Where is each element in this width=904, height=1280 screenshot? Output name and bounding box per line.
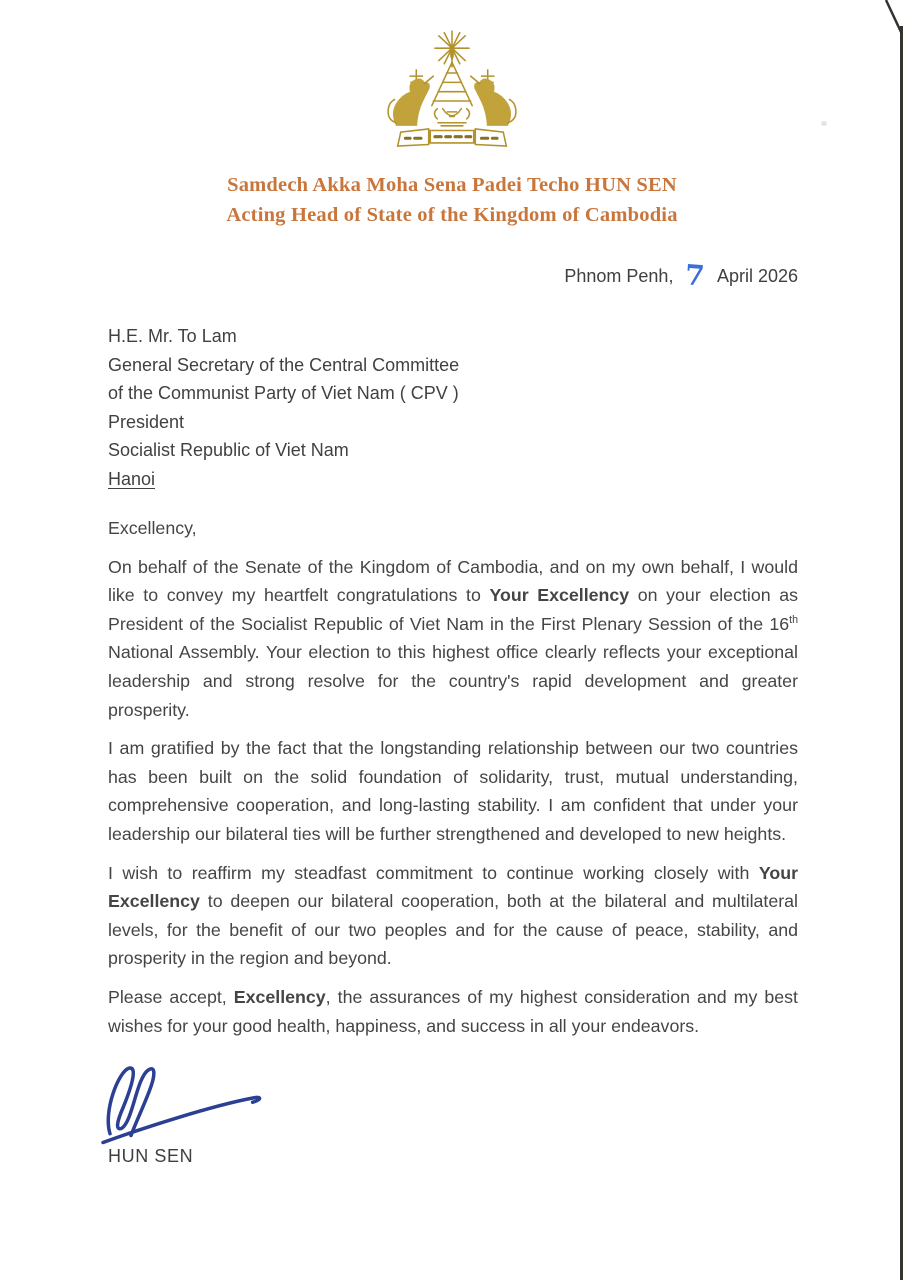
body-text-segment: National Assembly. Your election to this highest office clearly reflects your exceptional leadership and strong resolve for the country's rapid development and greater prosperity. (108, 642, 798, 720)
ordinal-superscript: th (789, 613, 798, 626)
recipient-name: H.E. Mr. To Lam (108, 326, 237, 346)
dateline-month-year: April 2026 (716, 266, 798, 286)
signer-name: HUN SEN (108, 1146, 194, 1166)
dateline (108, 258, 798, 293)
paragraph-2 (108, 734, 798, 848)
recipient-title-line: of the Communist Party of Viet Nam ( CPV ) (108, 383, 459, 403)
crown-icon (432, 51, 472, 106)
paragraph-1 (108, 553, 798, 725)
body-text-segment-bold: Your Excellency (489, 585, 630, 606)
motto-ribbon-icon (398, 129, 507, 146)
handwritten-day: 7 (684, 258, 707, 293)
letterhead (0, 170, 904, 230)
sender-title-line1: Samdech Akka Moha Sena Padei Techo HUN SEN (227, 174, 677, 196)
body-text-segment: on your election as President of the Socialist Republic of Viet Nam in the First Plenary Session of the 16 (108, 585, 799, 634)
body-text-segment-bold: Excellency (233, 986, 326, 1007)
dateline-place: Phnom Penh, (564, 266, 674, 286)
body-text-segment-bold: Your Excellency (108, 862, 798, 912)
paragraph-3 (108, 859, 798, 973)
paragraph-4 (108, 983, 798, 1040)
royal-arms-emblem (382, 28, 522, 160)
scan-corner-edge (858, 0, 904, 36)
recipient-title-line: President (108, 411, 185, 432)
handwritten-signature (96, 1060, 271, 1148)
body-text-segment: to deepen our bilateral cooperation, both at the bilateral and multilateral levels, for the benefit of our two peoples and for the cause of peace, stability, and prosperity in the region and beyond. (108, 891, 798, 969)
body-text-segment: I am gratified by the fact that the longstanding relationship between our two countries has been built on the solid foundation of solidarity, trust, mutual understanding, comprehensive cooperation, and long-lasting stability. I am confident that under your leadership our bilateral ties will be further strengthened and developed to new heights. (108, 738, 798, 844)
sender-title-line2: Acting Head of State of the Kingdom of Cambodia (226, 204, 678, 226)
royal-regalia-icon (435, 109, 470, 126)
recipient-title-line: General Secretary of the Central Committee (108, 354, 460, 375)
salutation: Excellency, (108, 518, 197, 538)
body-text-segment: On behalf of the Senate of the Kingdom of Cambodia, and on my own behalf, I would like to convey my heartfelt congratulations to (108, 556, 798, 606)
recipient-address (108, 322, 459, 493)
recipient-country: Socialist Republic of Viet Nam (108, 440, 349, 460)
scan-page-edge (900, 26, 903, 1280)
body-text-segment: , the assurances of my highest consideration and my best wishes for your good health, happiness, and success in all your endeavors. (108, 986, 799, 1036)
recipient-city: Hanoi (108, 468, 156, 489)
signature-strokes (103, 1068, 260, 1142)
letter-body (108, 514, 798, 1050)
emblem-linework (388, 31, 516, 146)
body-text-segment: I wish to reaffirm my steadfast commitment to continue working closely with (108, 862, 759, 883)
scan-speck (821, 121, 827, 126)
body-text-segment: Please accept, (108, 986, 234, 1007)
